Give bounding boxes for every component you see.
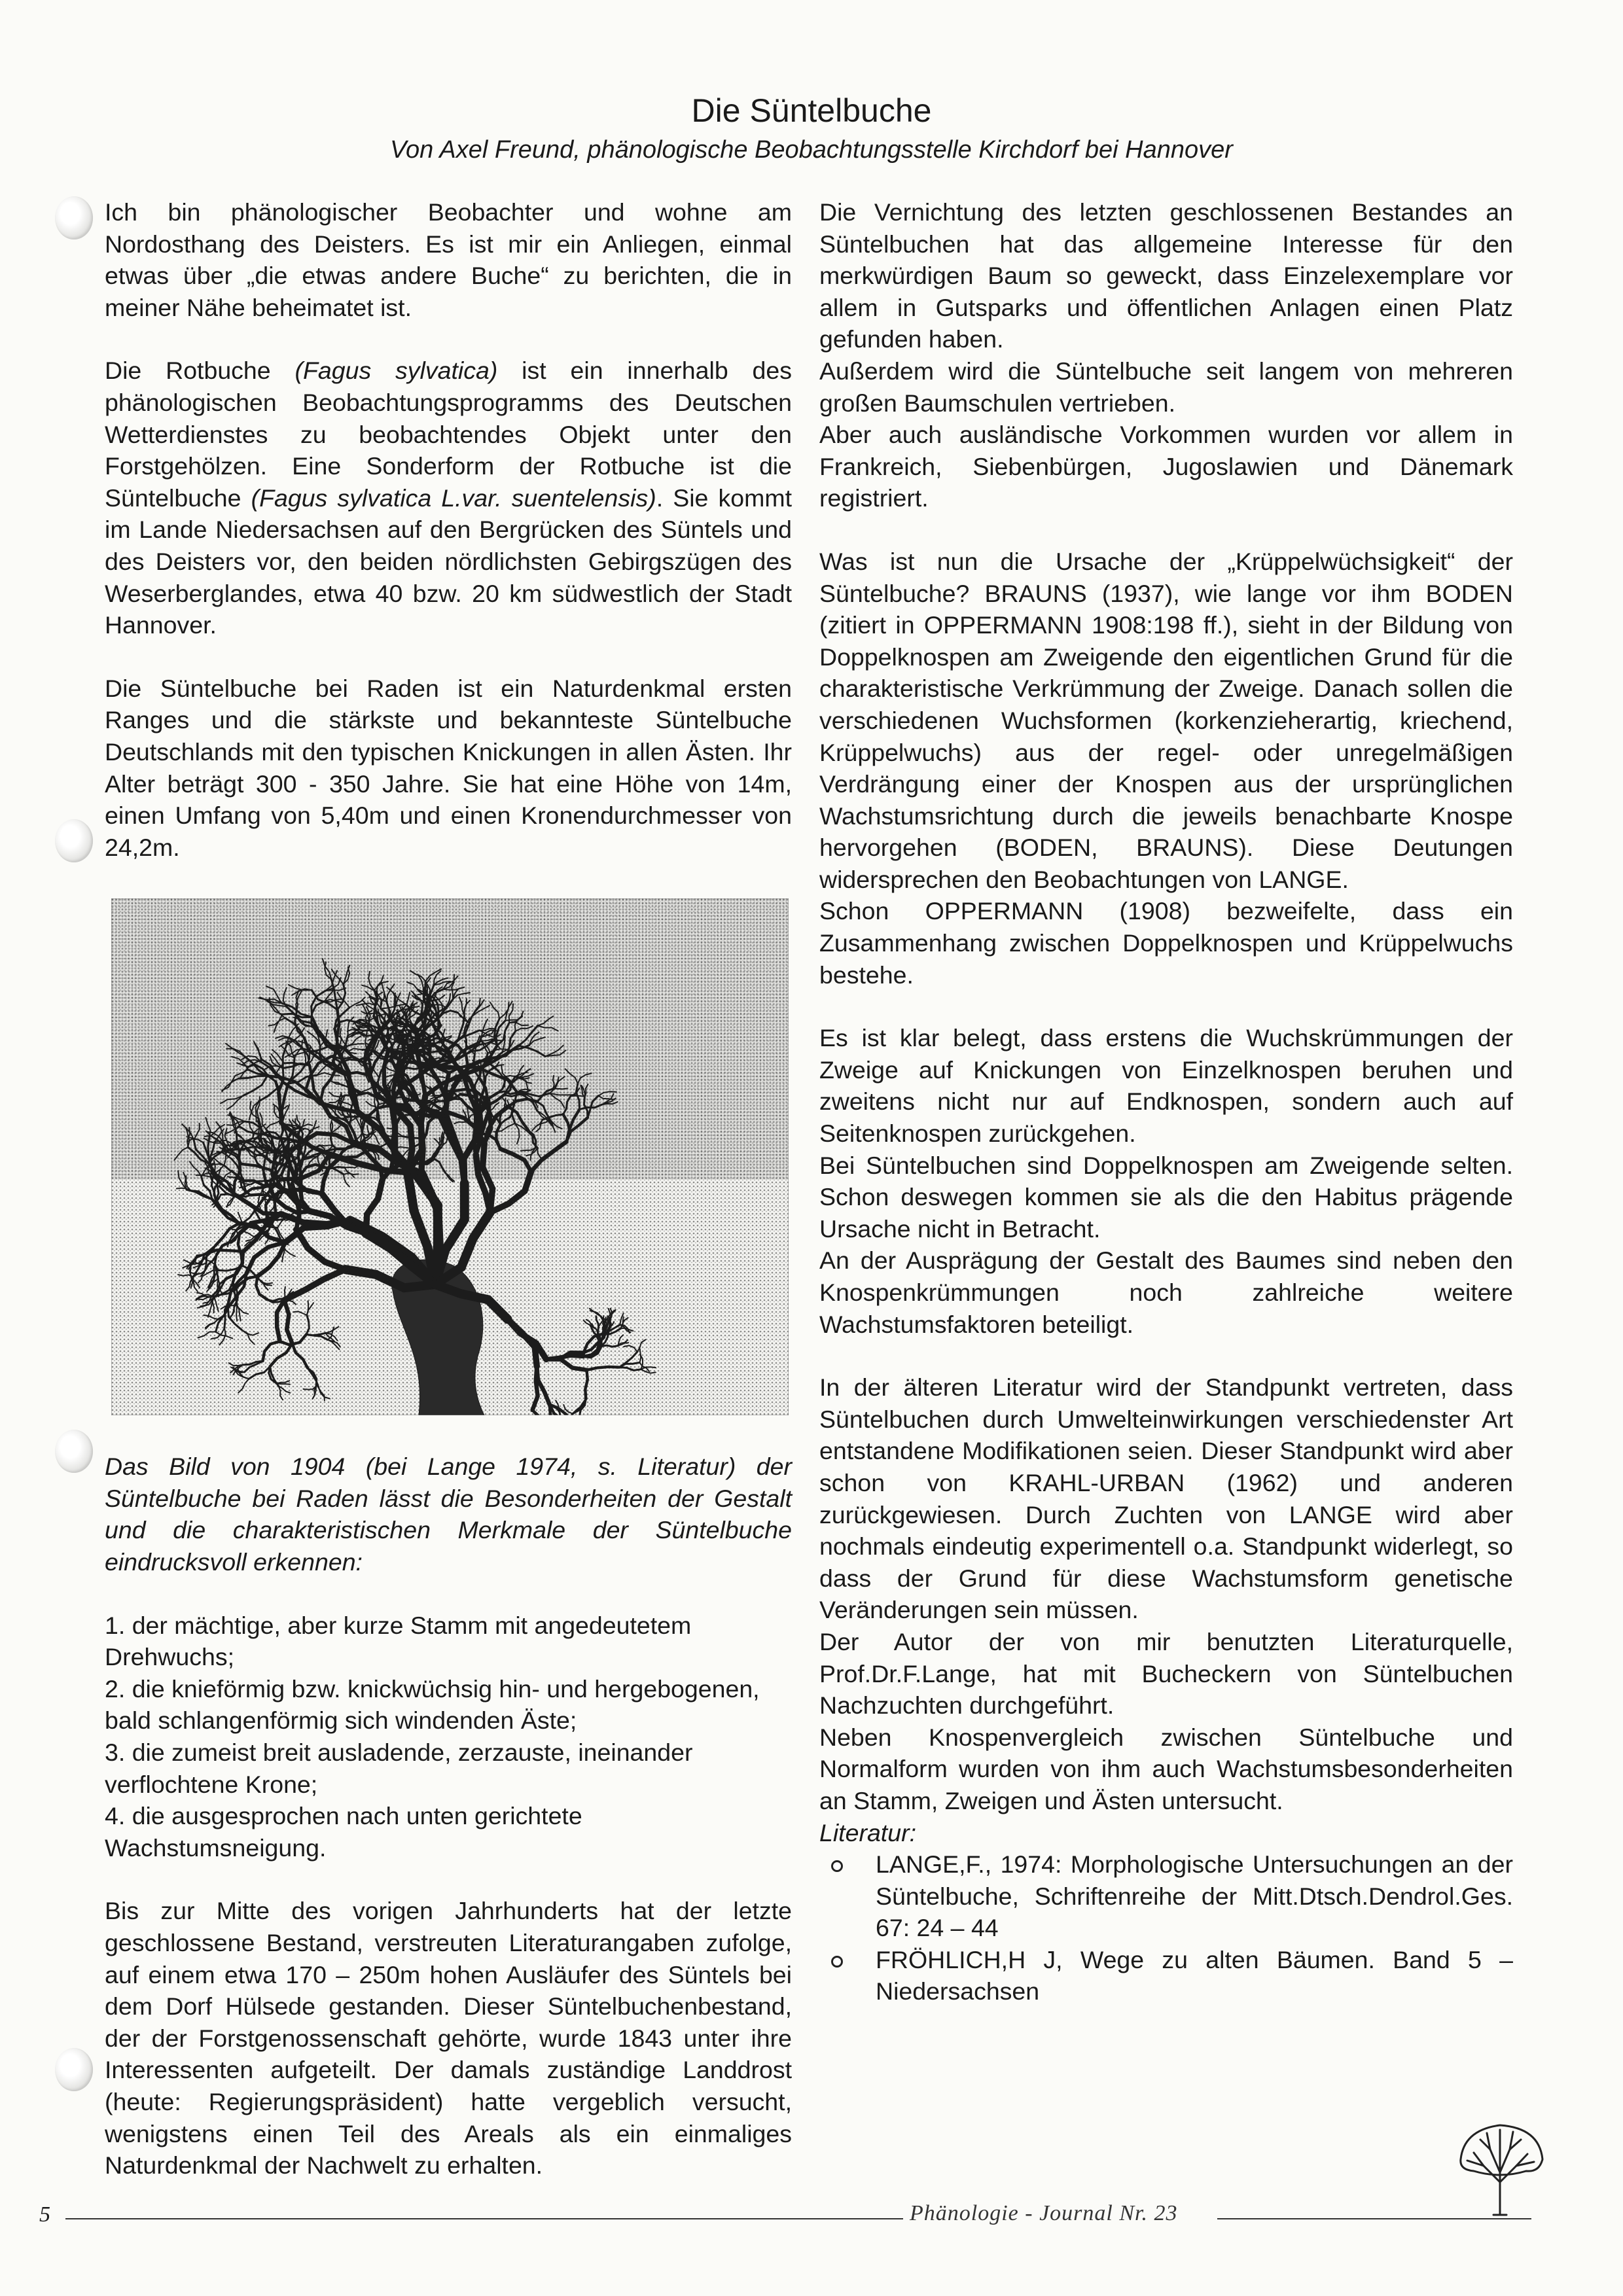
- list-item: 3. die zumeist breit ausladende, zerzauste, ineinander verflochtene Krone;: [105, 1739, 693, 1798]
- text-run: ist ein innerhalb des phänologischen Beobachtungsprogramms des Deutschen Wetterdienstes zu beobachtendes Objekt unter den Forstgehölzen. Eine Sonderform der Rotbuche ist die Süntelbuche: [105, 357, 792, 512]
- tree-branch: [423, 1067, 459, 1068]
- paragraph-vernichtung: Die Vernichtung des letzten geschlossenen Bestandes an Süntelbuchen hat das allgemeine Interesse für den merkwürdigen Baum so geweckt, dass Einzelexemplare vor allem in Gutsparks und öffentlichen Anlagen einen Platz gefunden haben.: [819, 198, 1513, 353]
- page-title: Die Süntelbuche: [691, 92, 932, 129]
- punch-hole-3: [55, 1430, 93, 1473]
- page-number: 5: [39, 2202, 50, 2227]
- reference-text: FRÖHLICH,H J, Wege zu alten Bäumen. Band 5 – Niedersachsen: [876, 1945, 1513, 2005]
- list-item: 1. der mächtige, aber kurze Stamm mit angedeutetem Drehwuchs;: [105, 1611, 692, 1671]
- paragraph-rotbuche: [105, 355, 792, 641]
- paragraph-raden: Die Süntelbuche bei Raden ist ein Naturdenkmal ersten Ranges und die stärkste und bekannteste Süntelbuche Deutschlands mit den typischen Knickungen in allen Ästen. Ihr Alter beträgt 300 - 350 Jahre. Sie hat eine Höhe von 14m, einen Umfang von 5,40m und einen Kronendurchmesser von 24,2m.: [105, 674, 792, 861]
- literature-heading: Literatur:: [819, 1818, 916, 1846]
- tree-branch: [277, 1384, 290, 1385]
- punch-hole-4: [55, 2048, 93, 2091]
- footer-rule-left: [65, 2218, 903, 2219]
- tree-branch: [601, 1345, 618, 1347]
- reference-item: [819, 1848, 1513, 1944]
- paragraph-knospenvergleich: Neben Knospenvergleich zwischen Süntelbuche und Normalform wurden von ihm auch Wachstumsbesonderheiten an Stamm, Zweigen und Ästen untersucht.: [819, 1723, 1513, 1814]
- paragraph-doppelknospen: Bei Süntelbuchen sind Doppelknospen am Zweigende selten. Schon deswegen kommen sie als die den Habitus prägende Ursache nicht in Betracht.: [819, 1151, 1513, 1243]
- reference-text: LANGE,F., 1974: Morphologische Untersuchungen an der Süntelbuche, Schriftenreihe der Mitt.Dtsch.Dendrol.Ges. 67: 24 – 44: [876, 1850, 1513, 1942]
- suentelbuche-photo-icon: [111, 898, 789, 1415]
- tree-branch: [553, 1076, 554, 1089]
- paragraph-oppermann: Schon OPPERMANN (1908) bezweifelte, dass ein Zusammenhang zwischen Doppelknospen und Krüppelwuchs bestehe.: [819, 897, 1513, 989]
- paragraph-auspraegung: An der Ausprägung der Gestalt des Baumes sind neben den Knospenkrümmungen noch zahlreiche weitere Wachstumsfaktoren beteiligt.: [819, 1246, 1513, 1338]
- paragraph-history: Bis zur Mitte des vorigen Jahrhunderts hat der letzte geschlossene Bestand, verstreuten Literaturangaben zufolge, auf einem etwa 170 – 250m hohen Ausläufer des Süntels bei dem Dorf Hülsede gestanden. Dieser Süntelbuchenbestand, der der Forstgenossenschaft gehörte, wurde 1843 unter ihre Interessenten aufgeteilt. Der damals zuständige Landdrost (heute: Regierungspräsident) hatte vergeblich versucht, wenigstens einen Teil des Areals als ein einmaliges Naturdenkmal der Nachwelt zu erhalten.: [105, 1897, 792, 2180]
- tree-photo: [111, 898, 789, 1415]
- page-footer: [39, 2196, 1544, 2235]
- reference-list: [819, 1848, 1513, 2007]
- left-column: [105, 196, 792, 2181]
- text-run: . Sie kommt im Lande Niedersachsen auf den Bergrücken des Süntels und des Deisters vor, den beiden nördlichsten Gebirgszügen des Weserberglandes, etwa 40 bzw. 20 km südwestlich der Stadt Hannover.: [105, 484, 792, 639]
- feature-list: [105, 1610, 792, 1864]
- paragraph-intro: Ich bin phänologischer Beobachter und wohne am Nordosthang des Deisters. Es ist mir ein Anliegen, einmal etwas über „die etwas andere Buche“ zu berichten, die in meiner Nähe beheimatet ist.: [105, 198, 792, 321]
- punch-hole-2: [55, 819, 93, 862]
- page-subtitle: Von Axel Freund, phänologische Beobachtungsstelle Kirchdorf bei Hannover: [390, 136, 1233, 164]
- paragraph-beleg: Es ist klar belegt, dass erstens die Wuchskrümmungen der Zweige auf Knickungen von Einzelknospen beruhen und zweitens nicht nur auf Endknospen, sondern auch auf Seitenknospen zurückgehen.: [819, 1024, 1513, 1148]
- latin-name-variety: (Fagus sylvatica L.var. suentelensis): [251, 484, 656, 512]
- journal-name: Phänologie - Journal Nr. 23: [910, 2201, 1178, 2225]
- bullet-icon: [831, 1860, 843, 1872]
- tree-branch: [236, 1305, 237, 1322]
- right-column: [819, 196, 1513, 2007]
- paragraph-ursache: Was ist nun die Ursache der „Krüppelwüchsigkeit“ der Süntelbuche? BRAUNS (1937), wie lange vor ihm BODEN (zitiert in OPPERMANN 1908:198 ff.), sieht in der Bildung von Doppelknospen am Zweigende den eigentlichen Grund für die charakteristische Verkrümmung der Zweige. Danach sollen die verschiedenen Wuchsformen (korkenzieherartig, kriechend, Krüppelwuchs) aus der regel- oder unregelmäßigen Verdrängung einer der Knospen aus der ursprünglichen Wachstumsrichtung durch die jeweils benachbarte Knospe hervorgehen (BODEN, BRAUNS). Diese Deutungen widersprechen den Beobachtungen von LANGE.: [819, 547, 1513, 893]
- bullet-icon: [831, 1956, 843, 1968]
- latin-name: (Fagus sylvatica): [294, 357, 498, 385]
- figure-caption: Das Bild von 1904 (bei Lange 1974, s. Literatur) der Süntelbuche bei Raden lässt die Besonderheiten der Gestalt und die charakteristischen Merkmale der Süntelbuche eindrucksvoll erkennen:: [105, 1453, 792, 1576]
- list-item: 4. die ausgesprochen nach unten gerichtete Wachstumsneigung.: [105, 1802, 582, 1862]
- paragraph-ausland: Aber auch ausländische Vorkommen wurden vor allem in Frankreich, Siebenbürgen, Jugoslawien und Dänemark registriert.: [819, 421, 1513, 512]
- list-item: 2. die knieförmig bzw. knickwüchsig hin- und hergebogenen, bald schlangenförmig sich windenden Äste;: [105, 1674, 760, 1735]
- paragraph-literatur-standpunkt: In der älteren Literatur wird der Standpunkt vertreten, dass Süntelbuchen durch Umwelteinwirkungen verschiedenster Art entstandene Modifikationen seien. Dieser Standpunkt wird aber schon von KRAHL-URBAN (1962) und anderen zurückgewiesen. Durch Zuchten von LANGE wird aber nochmals eindeutig experimentell o.a. Standpunkt widerlegt, so dass der Grund für diese Wachstumsform genetische Veränderungen sein müssen.: [819, 1373, 1513, 1624]
- punch-hole-1: [55, 196, 93, 239]
- paragraph-autor: Der Autor der von mir benutzten Literaturquelle, Prof.Dr.F.Lange, hat mit Bucheckern von Süntelbuchen Nachzuchten durchgeführt.: [819, 1627, 1513, 1720]
- reference-item: [819, 1944, 1513, 2007]
- text-run: Die Rotbuche: [105, 357, 295, 385]
- footer-rule-right: [1217, 2218, 1531, 2219]
- paragraph-baumschulen: Außerdem wird die Süntelbuche seit langem von mehreren großen Baumschulen vertrieben.: [819, 357, 1513, 417]
